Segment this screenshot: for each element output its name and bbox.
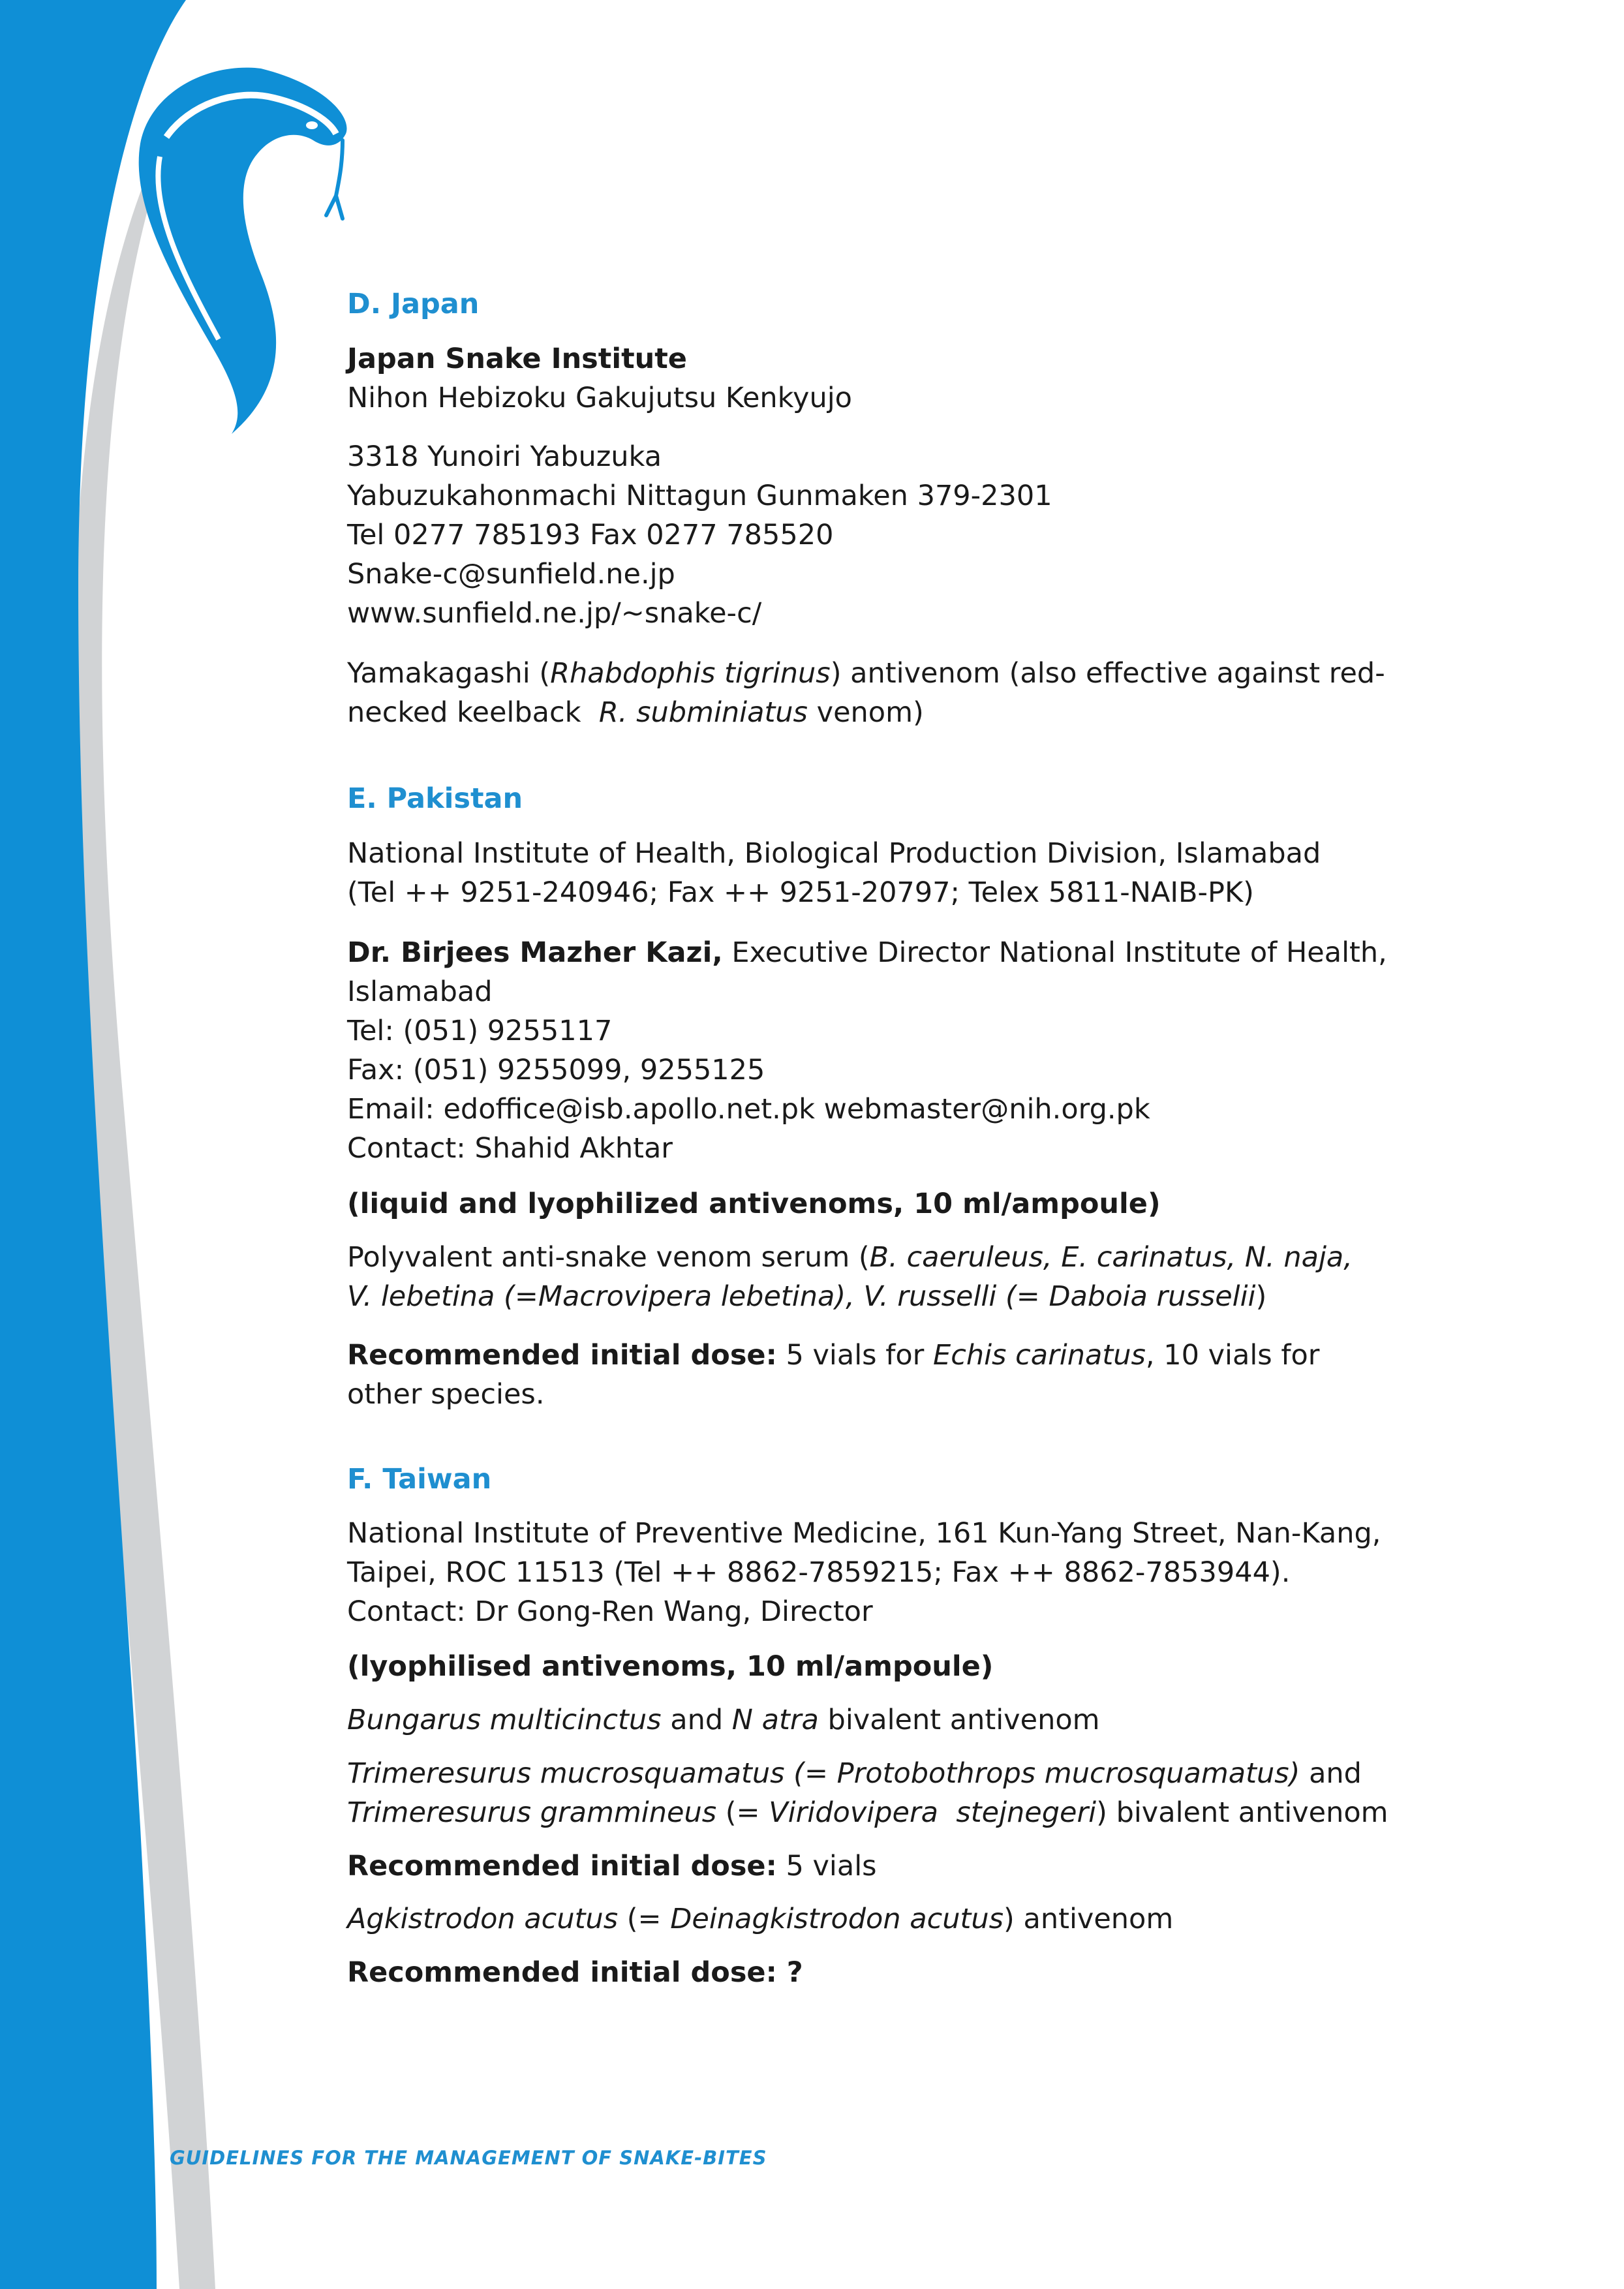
pakistan-contact: Contact: Shahid Akhtar — [347, 1132, 673, 1165]
taiwan-product-note: (lyophilised antivenoms, 10 ml/ampoule) — [347, 1650, 994, 1683]
pakistan-polyvalent-line-1: Polyvalent anti-snake venom serum (B. caeruleus, E. carinatus, N. naja, — [347, 1241, 1353, 1274]
pakistan-dose-line-1: Recommended initial dose: 5 vials for Echis carinatus, 10 vials for — [347, 1339, 1320, 1372]
pakistan-polyvalent-line-2: V. lebetina (=Macrovipera lebetina), V. russelli (= Daboia russelii) — [347, 1280, 1267, 1313]
taiwan-institute-line-2: Taipei, ROC 11513 (Tel ++ 8862-7859215; Fax ++ 8862-7853944). — [347, 1556, 1291, 1589]
pakistan-director-line: Dr. Birjees Mazher Kazi, Executive Director National Institute of Health, — [347, 936, 1387, 969]
japan-email: Snake-c@sunfield.ne.jp — [347, 558, 675, 591]
taiwan-trimeresurus-line-2: Trimeresurus grammineus (= Viridovipera stejnegeri) bivalent antivenom — [347, 1796, 1388, 1829]
pakistan-fax: Fax: (051) 9255099, 9255125 — [347, 1054, 765, 1086]
taiwan-trimeresurus-line-1: Trimeresurus mucrosquamatus (= Protobothrops mucrosquamatus) and — [347, 1757, 1362, 1790]
taiwan-contact: Contact: Dr Gong-Ren Wang, Director — [347, 1595, 873, 1628]
taiwan-dose-line-1: Recommended initial dose: 5 vials — [347, 1850, 877, 1882]
pakistan-director-city: Islamabad — [347, 976, 493, 1008]
japan-antivenom-line-1: Yamakagashi (Rhabdophis tigrinus) antivenom (also effective against red- — [347, 657, 1385, 690]
footer-running-title: GUIDELINES FOR THE MANAGEMENT OF SNAKE-BITES — [170, 2147, 767, 2169]
pakistan-product-note: (liquid and lyophilized antivenoms, 10 ml/ampoule) — [347, 1188, 1161, 1220]
pakistan-email: Email: edoffice@isb.apollo.net.pk webmaster@nih.org.pk — [347, 1093, 1150, 1126]
japan-address-line-2: Yabuzukahonmachi Nittagun Gunmaken 379-2301 — [347, 480, 1052, 512]
japan-phone: Tel 0277 785193 Fax 0277 785520 — [347, 519, 834, 551]
pakistan-nih-line-1: National Institute of Health, Biological Production Division, Islamabad — [347, 837, 1321, 870]
japan-website: www.sunfield.ne.jp/~snake-c/ — [347, 597, 762, 630]
cobra-icon — [139, 68, 347, 434]
pakistan-nih-line-2: (Tel ++ 9251-240946; Fax ++ 9251-20797; Telex 5811-NAIB-PK) — [347, 876, 1254, 909]
section-heading-japan: D. Japan — [347, 288, 480, 320]
taiwan-bungarus-line: Bungarus multicinctus and N atra bivalent antivenom — [347, 1704, 1100, 1736]
section-heading-pakistan: E. Pakistan — [347, 782, 523, 815]
taiwan-institute-line-1: National Institute of Preventive Medicine, 161 Kun-Yang Street, Nan-Kang, — [347, 1517, 1381, 1550]
pakistan-tel: Tel: (051) 9255117 — [347, 1015, 613, 1047]
pakistan-dose-line-2: other species. — [347, 1378, 545, 1411]
taiwan-dose-line-2: Recommended initial dose: ? — [347, 1956, 803, 1989]
section-heading-taiwan: F. Taiwan — [347, 1463, 492, 1496]
japan-institute-alt-name: Nihon Hebizoku Gakujutsu Kenkyujo — [347, 382, 852, 414]
japan-institute-name: Japan Snake Institute — [347, 343, 687, 375]
japan-address-line-1: 3318 Yunoiri Yabuzuka — [347, 440, 662, 473]
taiwan-agkistrodon-line: Agkistrodon acutus (= Deinagkistrodon acutus) antivenom — [347, 1903, 1174, 1935]
japan-antivenom-line-2: necked keelback R. subminiatus venom) — [347, 696, 924, 729]
